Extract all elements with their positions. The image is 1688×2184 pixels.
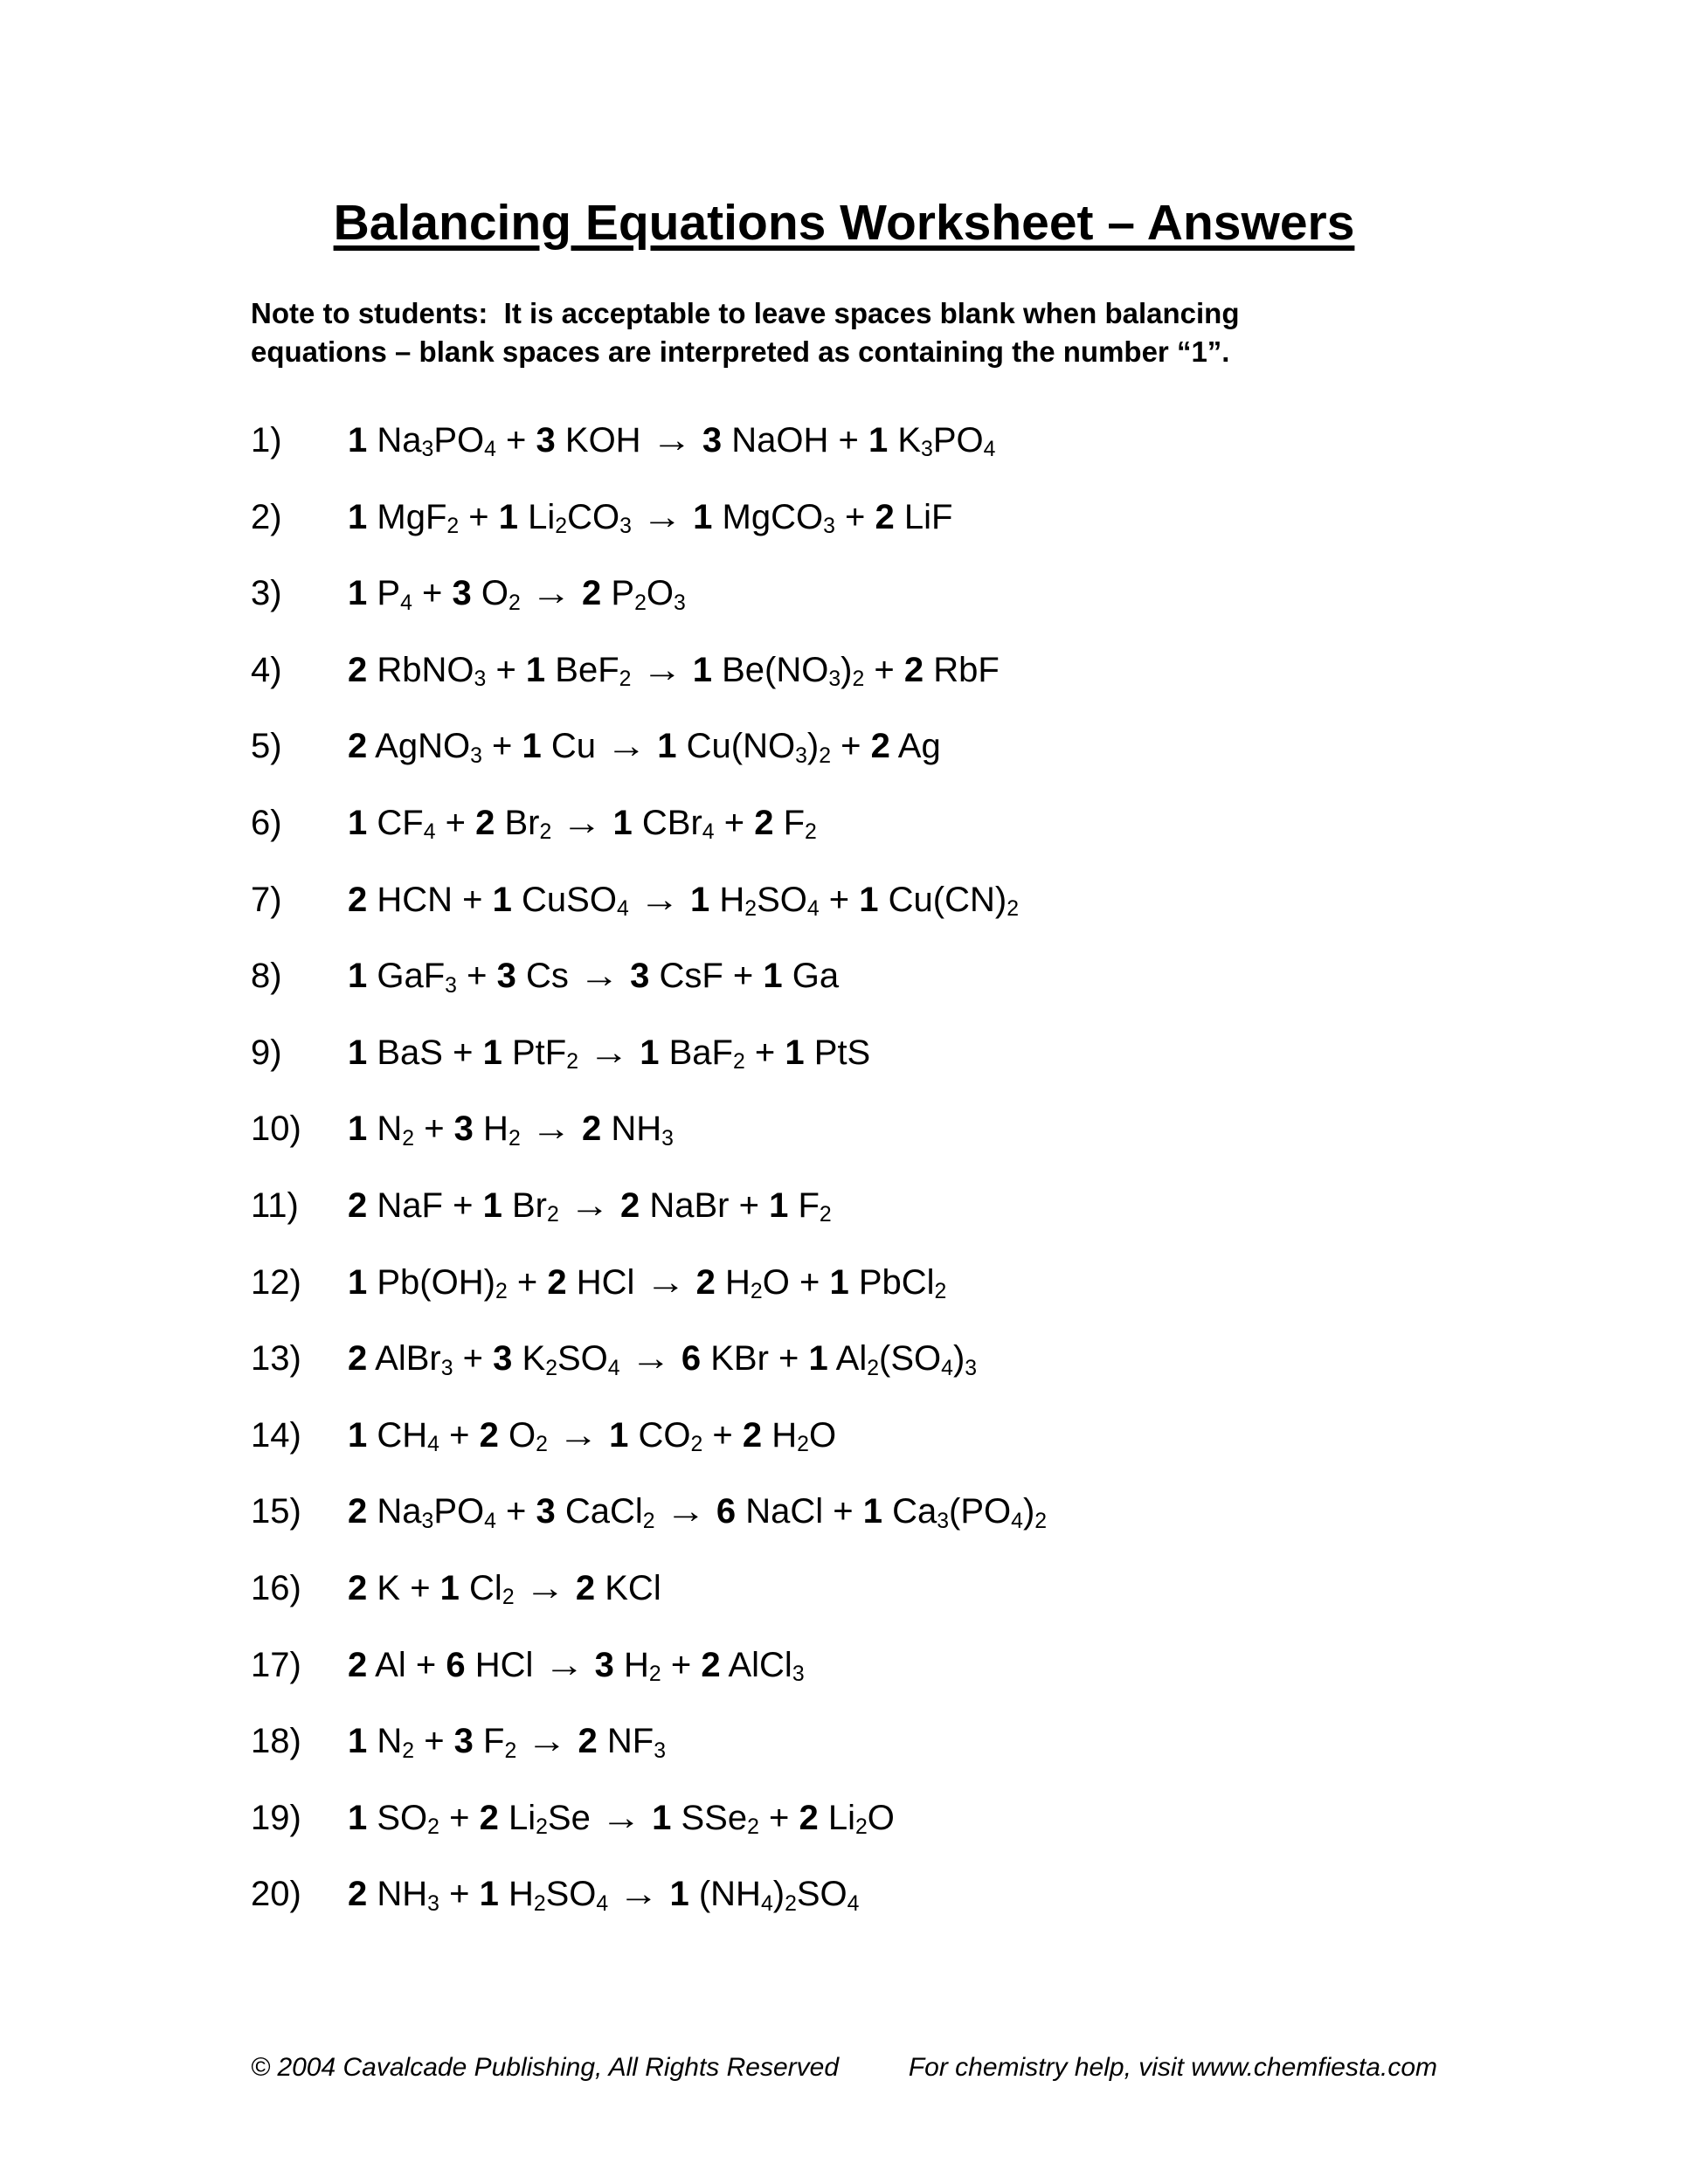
coefficient: 1 bbox=[640, 1033, 660, 1072]
chemical-formula: CBr$_4$ bbox=[641, 803, 715, 845]
arrow-icon: → bbox=[527, 1722, 568, 1761]
plus-sign: + bbox=[468, 497, 489, 536]
plus-sign: + bbox=[799, 1262, 820, 1302]
coefficient: 2 bbox=[903, 650, 924, 689]
coefficient: 1 bbox=[482, 1033, 502, 1072]
equation-number: 15) bbox=[251, 1492, 301, 1531]
coefficient: 3 bbox=[453, 1109, 474, 1149]
coefficient: 1 bbox=[657, 727, 677, 766]
equation-row bbox=[251, 957, 1047, 1033]
coefficient: 6 bbox=[446, 1645, 466, 1684]
plus-sign: + bbox=[778, 1339, 799, 1379]
chemical-formula: $F_2$ bbox=[798, 1185, 832, 1227]
chemical-formula: $(NH_4)_2SO_4$ bbox=[698, 1875, 860, 1916]
chemical-formula: BaS bbox=[377, 1033, 443, 1072]
equation-text bbox=[348, 1263, 946, 1302]
equation-text bbox=[348, 803, 817, 845]
arrow-icon: → bbox=[642, 497, 683, 536]
chemical-formula: NaF bbox=[377, 1185, 443, 1225]
chemical-formula: $Cu(NO_3)_2$ bbox=[686, 727, 832, 768]
chemical-formula: $Li_2CO_3$ bbox=[528, 497, 632, 539]
equation-number: 11) bbox=[251, 1185, 299, 1225]
coefficient: 6 bbox=[716, 1492, 737, 1531]
chemical-formula: $Cl_2$ bbox=[469, 1568, 515, 1610]
arrow-icon: → bbox=[665, 1492, 706, 1531]
chemical-formula: Ga bbox=[792, 957, 840, 996]
plus-sign: + bbox=[415, 1645, 437, 1684]
coefficient: 2 bbox=[578, 1722, 598, 1761]
chemical-formula: $Be(NO_3)_2$ bbox=[722, 650, 865, 692]
plus-sign: + bbox=[424, 1722, 445, 1761]
equation-text bbox=[348, 574, 686, 615]
equation-number: 6) bbox=[251, 803, 282, 842]
chemical-formula: $NF_3$ bbox=[606, 1722, 667, 1763]
coefficient: 1 bbox=[859, 880, 879, 919]
coefficient: 3 bbox=[453, 1722, 474, 1761]
plus-sign: + bbox=[768, 1798, 790, 1837]
coefficient: 1 bbox=[348, 1033, 368, 1072]
chemical-formula: GaF$_3$ bbox=[377, 957, 457, 998]
chemical-formula: KBr bbox=[710, 1339, 769, 1379]
coefficient: 3 bbox=[536, 1492, 556, 1531]
equation-row bbox=[251, 1492, 1047, 1569]
chemical-formula: $N_2$ bbox=[377, 1722, 415, 1763]
note-line-1: Note to students: It is acceptable to leave spaces blank when balancing bbox=[251, 297, 1240, 329]
chemical-formula: Cu bbox=[550, 727, 597, 766]
equation-text bbox=[348, 1492, 1047, 1531]
equation-number: 2) bbox=[251, 497, 282, 536]
chemical-formula: Ag bbox=[897, 727, 941, 766]
coefficient: 1 bbox=[769, 1185, 789, 1225]
plus-sign: + bbox=[838, 421, 859, 460]
coefficient: 1 bbox=[862, 1492, 882, 1531]
chemical-formula: NaBr bbox=[649, 1185, 730, 1225]
equation-number: 8) bbox=[251, 957, 282, 996]
coefficient: 1 bbox=[522, 727, 542, 766]
coefficient: 1 bbox=[692, 650, 712, 689]
equation-text bbox=[348, 1568, 661, 1610]
equation-text bbox=[348, 421, 995, 460]
chemical-formula: NaOH bbox=[731, 421, 829, 460]
plus-sign: + bbox=[874, 650, 895, 689]
equation-row bbox=[251, 1033, 1047, 1110]
arrow-icon: → bbox=[641, 650, 682, 689]
equation-number: 13) bbox=[251, 1339, 301, 1379]
coefficient: 2 bbox=[348, 1339, 368, 1379]
chemical-formula: $Br_2$ bbox=[511, 1185, 559, 1227]
equation-row bbox=[251, 651, 1047, 728]
arrow-icon: → bbox=[651, 421, 692, 460]
coefficient: 2 bbox=[348, 650, 368, 689]
coefficient: 1 bbox=[690, 880, 710, 919]
plus-sign: + bbox=[424, 1109, 445, 1149]
equation-row bbox=[251, 1569, 1047, 1646]
plus-sign: + bbox=[462, 880, 483, 919]
equation-row bbox=[251, 574, 1047, 651]
coefficient: 3 bbox=[452, 574, 472, 613]
coefficient: 1 bbox=[439, 1568, 460, 1607]
equation-text bbox=[348, 1646, 805, 1684]
chemical-formula: $F_2$ bbox=[483, 1722, 517, 1763]
chemical-formula: BeF$_2$ bbox=[555, 650, 632, 692]
coefficient: 1 bbox=[525, 650, 546, 689]
chemical-formula: RbF bbox=[933, 650, 1000, 689]
equation-number: 10) bbox=[251, 1109, 301, 1149]
coefficient: 1 bbox=[829, 1262, 849, 1302]
coefficient: 1 bbox=[763, 957, 783, 996]
plus-sign: + bbox=[449, 1798, 470, 1837]
coefficient: 6 bbox=[681, 1339, 702, 1379]
coefficient: 2 bbox=[479, 1415, 499, 1455]
coefficient: 2 bbox=[348, 1875, 368, 1914]
coefficient: 2 bbox=[348, 1492, 368, 1531]
chemical-formula: $F_2$ bbox=[783, 803, 817, 845]
plus-sign: + bbox=[506, 421, 527, 460]
chemical-formula: $CF_4$ bbox=[377, 803, 436, 845]
chemical-formula: $H_2SO_4$ bbox=[719, 880, 820, 922]
note-to-students bbox=[251, 294, 1239, 371]
chemical-formula: NaCl bbox=[745, 1492, 824, 1531]
plus-sign: + bbox=[506, 1492, 527, 1531]
chemical-formula: $CO_2$ bbox=[638, 1415, 703, 1457]
coefficient: 2 bbox=[870, 727, 890, 766]
coefficient: 1 bbox=[348, 803, 368, 842]
chemical-formula: $Li_2O$ bbox=[827, 1798, 895, 1840]
plus-sign: + bbox=[462, 1339, 484, 1379]
plus-sign: + bbox=[449, 1415, 470, 1455]
plus-sign: + bbox=[732, 957, 754, 996]
coefficient: 1 bbox=[609, 1415, 629, 1455]
chemical-formula: $Na_3PO_4$ bbox=[377, 1492, 496, 1533]
equation-text bbox=[348, 1798, 895, 1840]
arrow-icon: → bbox=[578, 957, 619, 996]
arrow-icon: → bbox=[606, 727, 647, 766]
coefficient: 3 bbox=[493, 1339, 513, 1379]
coefficient: 2 bbox=[701, 1645, 721, 1684]
equation-number: 5) bbox=[251, 727, 282, 766]
equation-number: 19) bbox=[251, 1798, 301, 1837]
plus-sign: + bbox=[754, 1033, 776, 1072]
equation-number: 18) bbox=[251, 1722, 301, 1761]
plus-sign: + bbox=[845, 497, 866, 536]
chemical-formula: $NH_3$ bbox=[377, 1875, 439, 1916]
equation-number: 12) bbox=[251, 1262, 301, 1302]
coefficient: 2 bbox=[479, 1798, 499, 1837]
coefficient: 2 bbox=[575, 1568, 596, 1607]
chemical-formula: $K_3PO_4$ bbox=[897, 421, 996, 462]
chemical-formula: $SO_2$ bbox=[377, 1798, 439, 1840]
equation-row bbox=[251, 1339, 1047, 1416]
coefficient: 1 bbox=[348, 574, 368, 613]
plus-sign: + bbox=[670, 1645, 692, 1684]
equation-number: 1) bbox=[251, 421, 282, 460]
coefficient: 3 bbox=[702, 421, 723, 460]
chemical-formula: MgF$_2$ bbox=[377, 497, 460, 539]
plus-sign: + bbox=[495, 650, 516, 689]
equation-row bbox=[251, 1646, 1047, 1723]
coefficient: 2 bbox=[475, 803, 495, 842]
equation-row bbox=[251, 881, 1047, 957]
coefficient: 2 bbox=[742, 1415, 763, 1455]
arrow-icon: → bbox=[630, 1339, 671, 1379]
coefficient: 3 bbox=[630, 957, 650, 996]
plus-sign: + bbox=[833, 1492, 854, 1531]
equation-text bbox=[348, 1109, 674, 1151]
plus-sign: + bbox=[453, 1033, 474, 1072]
equation-row bbox=[251, 804, 1047, 881]
coefficient: 1 bbox=[868, 421, 889, 460]
chemical-formula: $Na_3PO_4$ bbox=[377, 421, 496, 462]
equation-row bbox=[251, 421, 1047, 498]
chemical-formula: PtS bbox=[813, 1033, 871, 1072]
chemical-formula: AlCl$_3$ bbox=[728, 1645, 805, 1686]
chemical-formula: $H_2O$ bbox=[725, 1262, 790, 1303]
plus-sign: + bbox=[723, 803, 745, 842]
chemical-formula: $Cu(CN)_2$ bbox=[888, 880, 1019, 922]
plus-sign: + bbox=[467, 957, 488, 996]
equation-text bbox=[348, 1875, 860, 1916]
chemical-formula: $P_2O_3$ bbox=[611, 574, 686, 615]
equation-text bbox=[348, 1033, 871, 1075]
chemical-formula: CsF bbox=[659, 957, 723, 996]
chemical-formula: AlBr$_3$ bbox=[375, 1339, 453, 1380]
chemical-formula: $Ca_3(PO_4)_2$ bbox=[892, 1492, 1048, 1533]
chemical-formula: $P_4$ bbox=[377, 574, 412, 615]
chemical-formula: K bbox=[377, 1568, 401, 1607]
equation-number: 3) bbox=[251, 574, 282, 613]
coefficient: 2 bbox=[547, 1262, 567, 1302]
equation-text bbox=[348, 727, 941, 768]
equation-number: 20) bbox=[251, 1875, 301, 1914]
chemical-formula: PtF$_2$ bbox=[511, 1033, 578, 1075]
equation-row bbox=[251, 1186, 1047, 1263]
coefficient: 2 bbox=[754, 803, 774, 842]
coefficient: 1 bbox=[482, 1185, 502, 1225]
chemical-formula: $K_2SO_4$ bbox=[522, 1339, 620, 1380]
chemical-formula: $Br_2$ bbox=[504, 803, 552, 845]
arrow-icon: → bbox=[639, 880, 680, 919]
coefficient: 2 bbox=[619, 1185, 640, 1225]
coefficient: 1 bbox=[348, 421, 368, 460]
coefficient: 2 bbox=[348, 1568, 368, 1607]
chemical-formula: KOH bbox=[564, 421, 641, 460]
equation-number: 4) bbox=[251, 650, 282, 689]
coefficient: 3 bbox=[496, 957, 516, 996]
coefficient: 1 bbox=[479, 1875, 499, 1914]
plus-sign: + bbox=[421, 574, 443, 613]
chemical-formula: BaF$_2$ bbox=[668, 1033, 745, 1075]
coefficient: 2 bbox=[695, 1262, 716, 1302]
coefficient: 1 bbox=[808, 1339, 828, 1379]
equation-list bbox=[251, 421, 1047, 1952]
chemical-formula: $H_2$ bbox=[624, 1645, 661, 1686]
chemical-formula: $O_2$ bbox=[508, 1415, 548, 1457]
arrow-icon: → bbox=[530, 574, 571, 613]
coefficient: 2 bbox=[348, 880, 368, 919]
plus-sign: + bbox=[738, 1185, 759, 1225]
equation-number: 16) bbox=[251, 1568, 301, 1607]
chemical-formula: HCl bbox=[474, 1645, 534, 1684]
equation-text bbox=[348, 1186, 832, 1225]
plus-sign: + bbox=[712, 1415, 733, 1455]
equation-number: 17) bbox=[251, 1645, 301, 1684]
chemical-formula: $N_2$ bbox=[377, 1109, 415, 1151]
plus-sign: + bbox=[828, 880, 850, 919]
chemical-formula: SSe$_2$ bbox=[681, 1798, 759, 1840]
coefficient: 2 bbox=[875, 497, 895, 536]
coefficient: 2 bbox=[582, 574, 602, 613]
arrow-icon: → bbox=[557, 1415, 598, 1455]
coefficient: 1 bbox=[492, 880, 512, 919]
coefficient: 1 bbox=[669, 1875, 689, 1914]
coefficient: 3 bbox=[536, 421, 556, 460]
equation-row bbox=[251, 1109, 1047, 1186]
chemical-formula: Al bbox=[375, 1645, 406, 1684]
coefficient: 1 bbox=[498, 497, 519, 536]
chemical-formula: CuSO$_4$ bbox=[522, 880, 629, 922]
equation-text bbox=[348, 1339, 977, 1378]
plus-sign: + bbox=[516, 1262, 538, 1302]
equation-row bbox=[251, 498, 1047, 575]
coefficient: 1 bbox=[348, 497, 368, 536]
chemical-formula: Cs bbox=[525, 957, 569, 996]
equation-text bbox=[348, 497, 953, 539]
chemical-formula: $NH_3$ bbox=[611, 1109, 674, 1151]
plus-sign: + bbox=[445, 803, 466, 842]
equation-text bbox=[348, 1722, 667, 1763]
chemical-formula: $CH_4$ bbox=[377, 1415, 439, 1457]
equation-text bbox=[348, 650, 1000, 692]
coefficient: 1 bbox=[348, 1798, 368, 1837]
coefficient: 2 bbox=[348, 1185, 368, 1225]
chemical-formula: $Al_2(SO_4)_3$ bbox=[835, 1339, 978, 1380]
chemical-formula: $H_2O$ bbox=[771, 1415, 837, 1457]
equation-row bbox=[251, 1416, 1047, 1493]
coefficient: 1 bbox=[348, 1722, 368, 1761]
coefficient: 3 bbox=[594, 1645, 614, 1684]
chemical-formula: RbNO$_3$ bbox=[377, 650, 487, 692]
arrow-icon: → bbox=[645, 1262, 686, 1302]
equation-row bbox=[251, 1799, 1047, 1876]
equation-row bbox=[251, 1722, 1047, 1799]
equation-row bbox=[251, 1875, 1047, 1952]
chemical-formula: $H_2$ bbox=[483, 1109, 521, 1151]
coefficient: 2 bbox=[348, 727, 368, 766]
chemical-formula: $Li_2Se$ bbox=[508, 1798, 591, 1840]
coefficient: 2 bbox=[799, 1798, 819, 1837]
chemical-formula: LiF bbox=[903, 497, 953, 536]
coefficient: 1 bbox=[348, 1262, 368, 1302]
page-footer bbox=[251, 2051, 1437, 2084]
coefficient: 1 bbox=[348, 1109, 368, 1149]
coefficient: 1 bbox=[693, 497, 713, 536]
coefficient: 1 bbox=[652, 1798, 672, 1837]
chemical-formula: AgNO$_3$ bbox=[375, 727, 482, 768]
arrow-icon: → bbox=[524, 1568, 565, 1607]
arrow-icon: → bbox=[569, 1185, 610, 1225]
arrow-icon: → bbox=[562, 803, 603, 842]
arrow-icon: → bbox=[530, 1109, 571, 1149]
equation-row bbox=[251, 727, 1047, 804]
coefficient: 2 bbox=[581, 1109, 602, 1149]
arrow-icon: → bbox=[543, 1645, 585, 1684]
chemical-formula: $O_2$ bbox=[481, 574, 521, 615]
copyright-text: © 2004 Cavalcade Publishing, All Rights Reserved bbox=[251, 2053, 840, 2082]
plus-sign: + bbox=[841, 727, 861, 766]
chemical-formula: KCl bbox=[605, 1568, 661, 1607]
coefficient: 1 bbox=[348, 1415, 368, 1455]
equation-row bbox=[251, 1263, 1047, 1340]
chemical-formula: $H_2SO_4$ bbox=[508, 1875, 609, 1916]
plus-sign: + bbox=[453, 1185, 474, 1225]
chemical-formula: HCl bbox=[576, 1262, 635, 1302]
chemical-formula: PbCl$_2$ bbox=[858, 1262, 947, 1303]
equation-number: 9) bbox=[251, 1033, 282, 1072]
arrow-icon: → bbox=[619, 1875, 660, 1914]
coefficient: 1 bbox=[348, 957, 368, 996]
coefficient: 1 bbox=[612, 803, 633, 842]
note-line-2: equations – blank spaces are interpreted as containing the number “1”. bbox=[251, 335, 1230, 368]
chemfiesta-help-text: For chemistry help, visit www.chemfiesta.com bbox=[908, 2053, 1437, 2082]
chemical-formula: CaCl$_2$ bbox=[564, 1492, 655, 1533]
equation-text bbox=[348, 1416, 836, 1455]
chemical-formula: $Pb(OH)_2$ bbox=[377, 1262, 508, 1303]
arrow-icon: → bbox=[600, 1798, 641, 1837]
chemical-formula: HCN bbox=[377, 880, 453, 919]
arrow-icon: → bbox=[589, 1033, 630, 1072]
coefficient: 1 bbox=[785, 1033, 805, 1072]
coefficient: 2 bbox=[348, 1645, 368, 1684]
equation-number: 14) bbox=[251, 1415, 301, 1455]
page-title: Balancing Equations Worksheet – Answers bbox=[333, 195, 1355, 251]
chemical-formula: MgCO$_3$ bbox=[722, 497, 835, 539]
equation-text bbox=[348, 957, 840, 998]
plus-sign: + bbox=[492, 727, 513, 766]
plus-sign: + bbox=[410, 1568, 431, 1607]
equation-text bbox=[348, 880, 1019, 922]
equation-number: 7) bbox=[251, 880, 282, 919]
plus-sign: + bbox=[449, 1875, 470, 1914]
